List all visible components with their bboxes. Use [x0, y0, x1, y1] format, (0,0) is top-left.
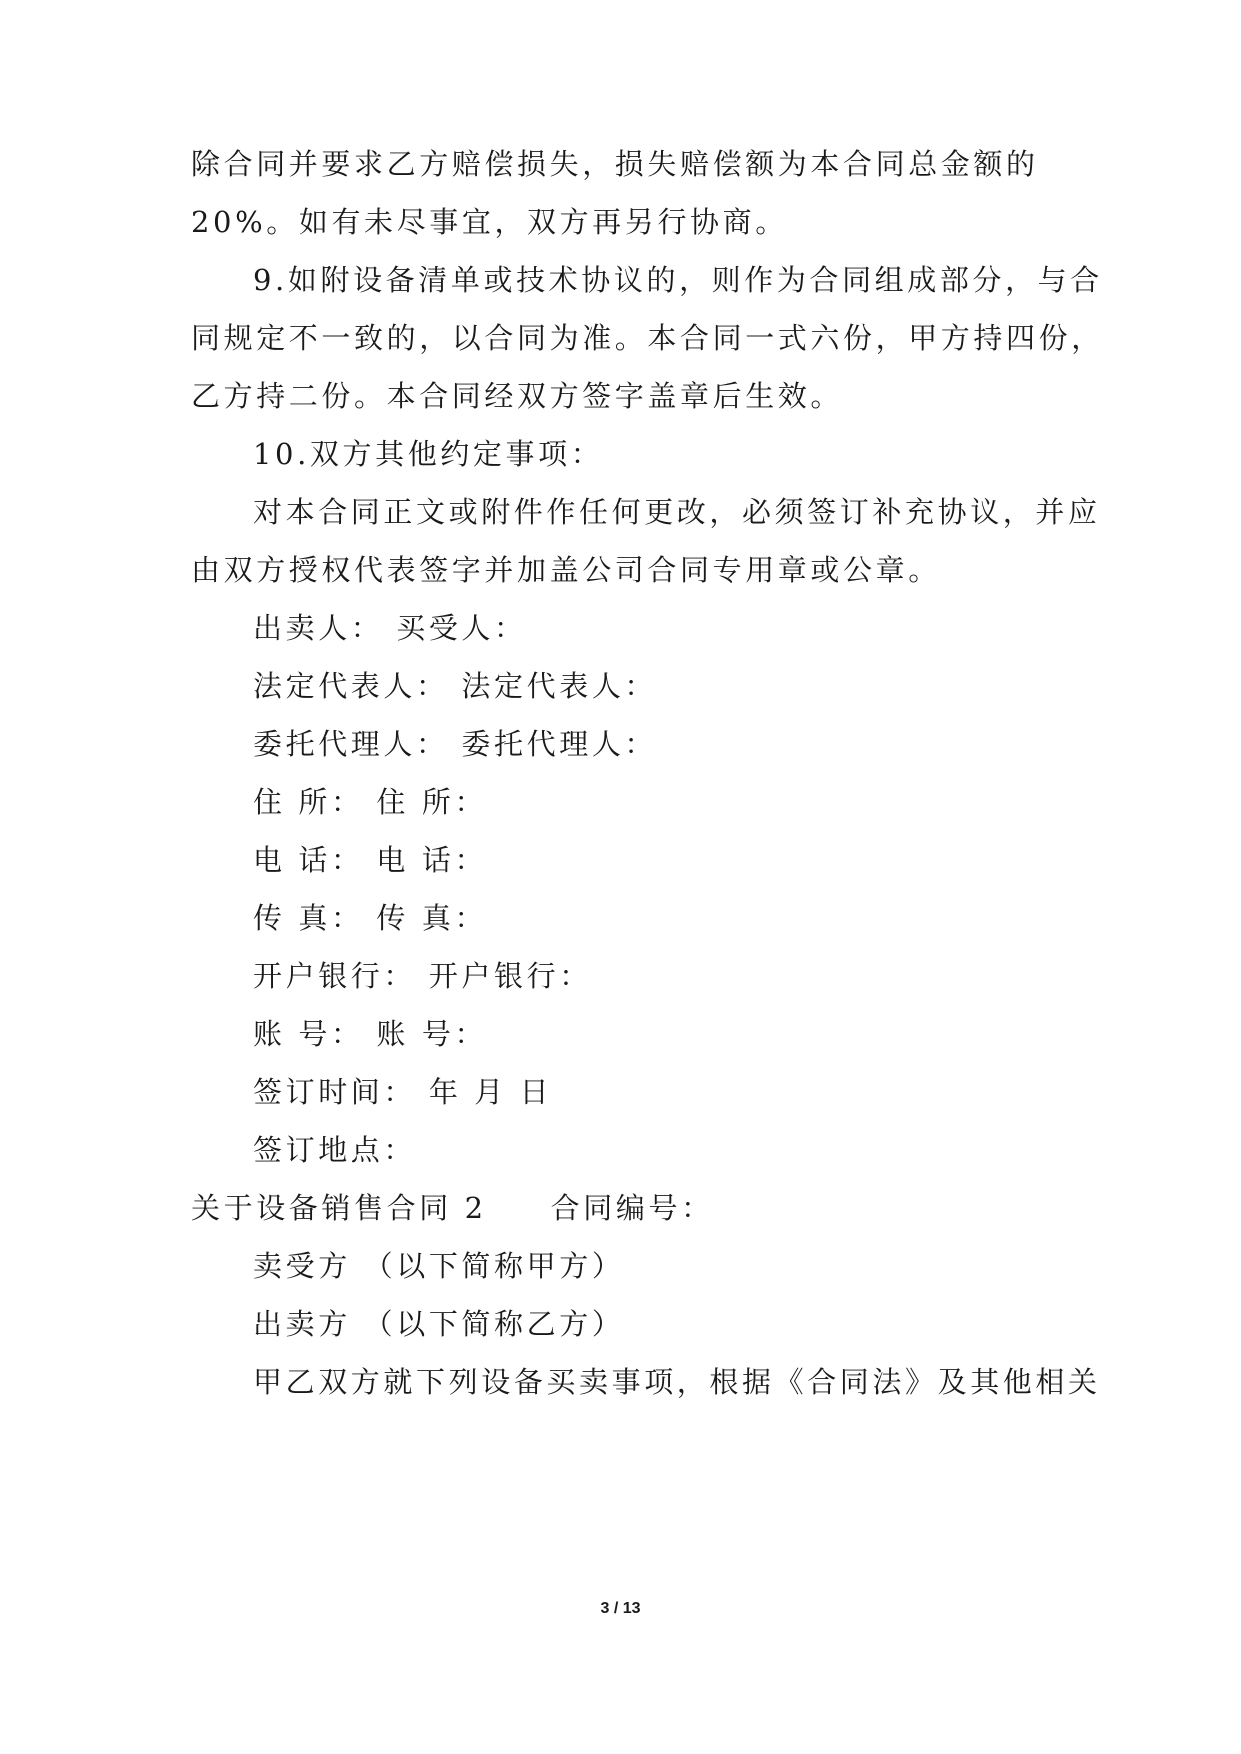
- party-seller: 出卖方 （以下简称乙方）: [253, 1307, 625, 1341]
- signature-field-date: 签订时间： 年 月 日: [253, 1075, 553, 1109]
- clause-10-line: 10.双方其他约定事项：: [253, 437, 604, 471]
- signature-field-seller: 出卖人： 买受人：: [253, 611, 527, 645]
- paragraph-line: 同规定不一致的，以合同为准。本合同一式六份，甲方持四份，: [191, 321, 1104, 355]
- signature-field-agent: 委托代理人： 委托代理人：: [253, 727, 658, 761]
- paragraph-line: 对本合同正文或附件作任何更改，必须签订补充协议，并应: [253, 495, 1101, 529]
- signature-field-bank: 开户银行： 开户银行：: [253, 959, 592, 993]
- paragraph-line: 乙方持二份。本合同经双方签字盖章后生效。: [191, 379, 844, 413]
- signature-field-fax: 传 真： 传 真：: [253, 901, 488, 935]
- contract-heading: [191, 1188, 714, 1228]
- signature-field-place: 签订地点：: [253, 1133, 417, 1167]
- party-buyer: 卖受方 （以下简称甲方）: [253, 1249, 625, 1283]
- contract-number-label: 合同编号：: [550, 1191, 714, 1225]
- page-number: 3 / 13: [600, 1600, 641, 1617]
- paragraph-line: 20%。如有未尽事宜，双方再另行协商。: [191, 205, 788, 239]
- signature-field-account: 账 号： 账 号：: [253, 1017, 488, 1051]
- signature-field-legal-rep: 法定代表人： 法定代表人：: [253, 669, 658, 703]
- clause-9-line: 9.如附设备清单或技术协议的，则作为合同组成部分，与合: [253, 263, 1103, 297]
- signature-field-address: 住 所： 住 所：: [253, 785, 488, 819]
- signature-field-phone: 电 话： 电 话：: [253, 843, 488, 877]
- paragraph-line: 甲乙双方就下列设备买卖事项，根据《合同法》及其他相关: [253, 1365, 1101, 1399]
- contract-title: 关于设备销售合同 2: [191, 1191, 487, 1225]
- paragraph-line: 由双方授权代表签字并加盖公司合同专用章或公章。: [191, 553, 941, 587]
- paragraph-line: 除合同并要求乙方赔偿损失，损失赔偿额为本合同总金额的: [191, 147, 1039, 181]
